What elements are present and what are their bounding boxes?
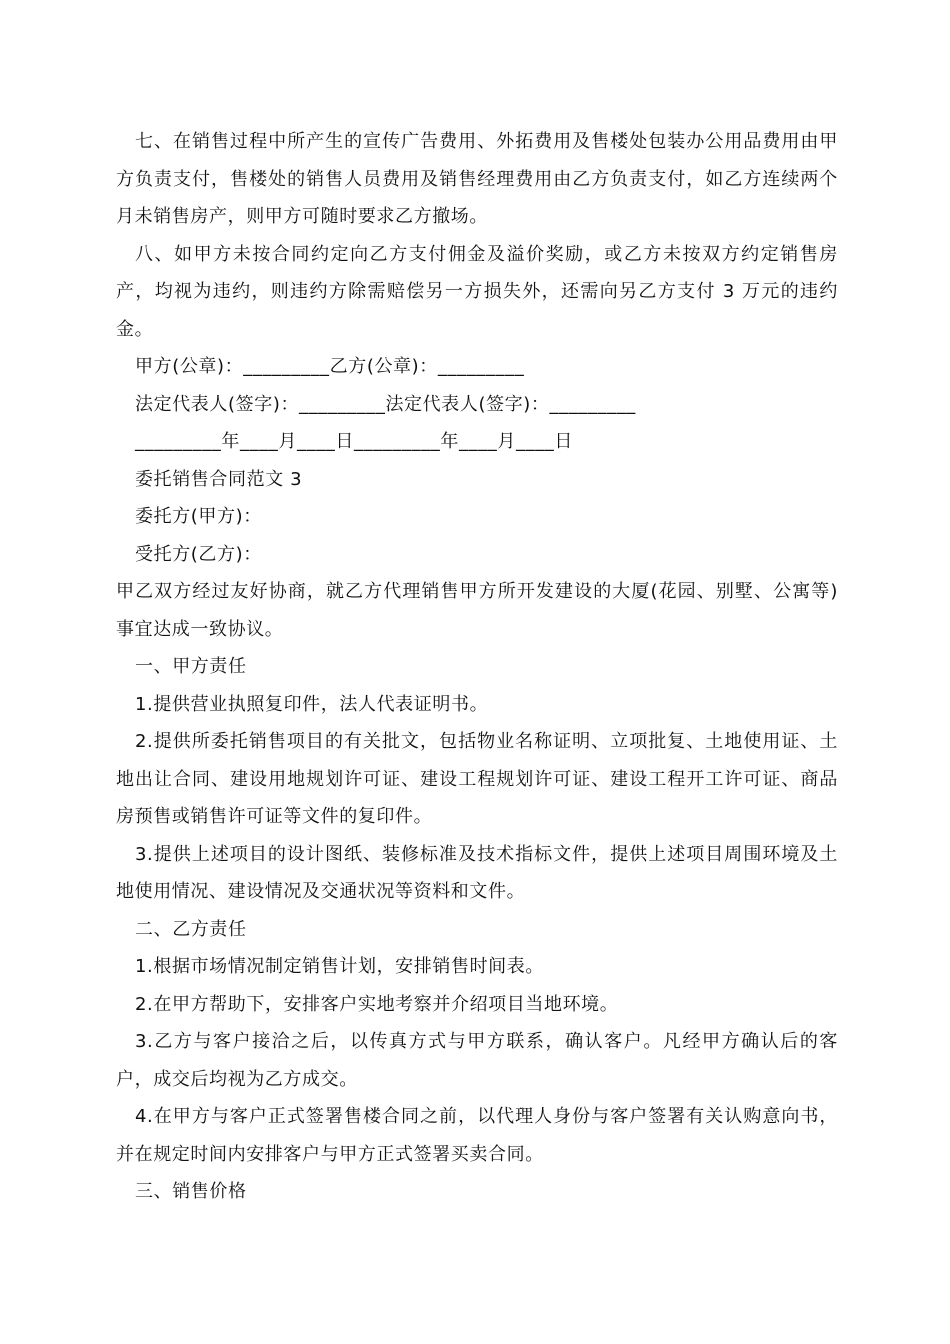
section-1-item-1: 1.提供营业执照复印件，法人代表证明书。 [135,693,489,715]
document-body [116,123,838,1211]
seal-line: 甲方(公章)：_________乙方(公章)：_________ [135,356,525,377]
date-line: _________年____月____日_________年____月____日 [135,431,573,452]
section-2-heading: 二、乙方责任 [135,918,247,940]
clause-8-paragraph: 八、如甲方未按合同约定向乙方支付佣金及溢价奖励，或乙方未按双方约定销售房产，均视为违约，则违约方除需赔偿另一方损失外，还需向另乙方支付 3 万元的违约金。 [116,243,838,340]
contract-title: 委托销售合同范文 3 [135,468,303,490]
party-b-line: 受托方(乙方)： [135,543,262,565]
party-a-line: 委托方(甲方)： [135,506,262,527]
section-1-heading: 一、甲方责任 [135,656,247,677]
section-3-heading: 三、销售价格 [135,1181,247,1202]
clause-7-paragraph: 七、在销售过程中所产生的宣传广告费用、外拓费用及售楼处包装办公用品费用由甲方负责支付，售楼处的销售人员费用及销售经理费用由乙方负责支付，如乙方连续两个月未销售房产，则甲方可随时要求乙方撤场。 [116,131,838,227]
section-1-item-3: 3.提供上述项目的设计图纸、装修标准及技术指标文件，提供上述项目周围环境及土地使用情况、建设情况及交通状况等资料和文件。 [116,843,838,902]
signature-line: 法定代表人(签字)：_________法定代表人(签字)：_________ [135,393,636,415]
section-1-item-2: 2.提供所委托销售项目的有关批文，包括物业名称证明、立项批复、土地使用证、土地出让合同、建设用地规划许可证、建设工程规划许可证、建设工程开工许可证、商品房预售或销售许可证等文件的复印件。 [116,731,838,827]
preamble-paragraph: 甲乙双方经过友好协商，就乙方代理销售甲方所开发建设的大厦(花园、别墅、公寓等)事宜达成一致协议。 [116,581,838,640]
section-2-item-4: 4.在甲方与客户正式签署售楼合同之前，以代理人身份与客户签署有关认购意向书，并在规定时间内安排客户与甲方正式签署买卖合同。 [116,1106,838,1165]
section-2-item-3: 3.乙方与客户接洽之后，以传真方式与甲方联系，确认客户。凡经甲方确认后的客户，成交后均视为乙方成交。 [116,1031,838,1090]
section-2-item-2: 2.在甲方帮助下，安排客户实地考察并介绍项目当地环境。 [135,993,619,1015]
section-2-item-1: 1.根据市场情况制定销售计划，安排销售时间表。 [135,956,544,977]
